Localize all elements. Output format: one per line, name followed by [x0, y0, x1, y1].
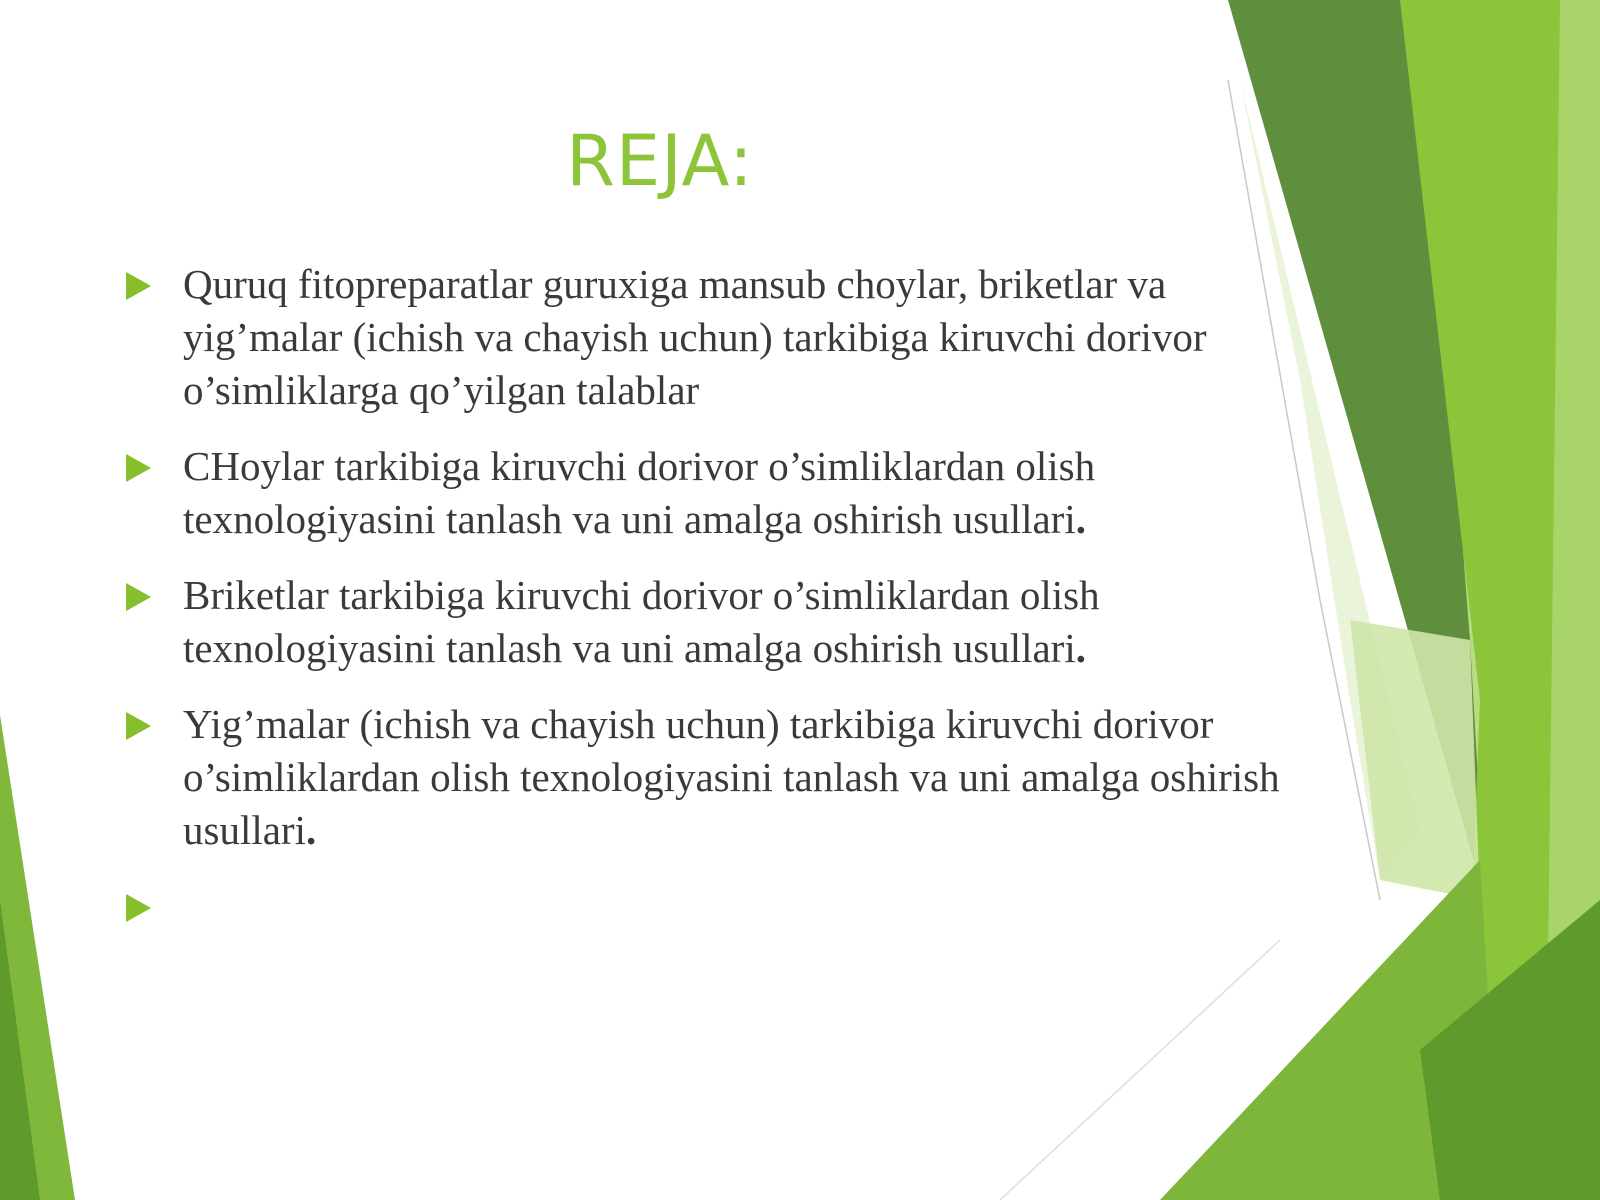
slide-title: REJA:	[566, 120, 754, 202]
triangle-right-icon	[126, 272, 151, 300]
bullet-item	[120, 258, 1320, 417]
triangle-right-icon	[126, 583, 151, 611]
bullet-text: Quruq fitopreparatlar guruxiga mansub choylar, briketlar va yig’malar (ichish va chayish uchun) tarkibiga kiruvchi dorivor o’simliklarga qo’yilgan talablar	[183, 261, 1207, 413]
bullet-item	[120, 569, 1320, 675]
triangle-right-icon	[126, 454, 151, 482]
bullet-item-empty	[120, 880, 1320, 933]
bullet-item	[120, 440, 1320, 546]
bullet-text: Yig’malar (ichish va chayish uchun) tarkibiga kiruvchi dorivor o’simliklardan olish texnologiyasini tanlash va uni amalga oshirish usullari	[183, 701, 1280, 853]
bullet-period: .	[1075, 496, 1086, 542]
bullet-list	[120, 258, 1320, 956]
bullet-text: CHoylar tarkibiga kiruvchi dorivor o’simliklardan olish texnologiyasini tanlash va uni amalga oshirish usullari	[183, 443, 1096, 542]
bullet-item	[120, 698, 1320, 857]
bullet-text: Briketlar tarkibiga kiruvchi dorivor o’simliklardan olish texnologiyasini tanlash va uni amalga oshirish usullari	[183, 572, 1100, 671]
triangle-right-icon	[126, 894, 151, 922]
triangle-right-icon	[126, 712, 151, 740]
bullet-period: .	[1075, 625, 1086, 671]
bullet-period: .	[305, 807, 317, 853]
